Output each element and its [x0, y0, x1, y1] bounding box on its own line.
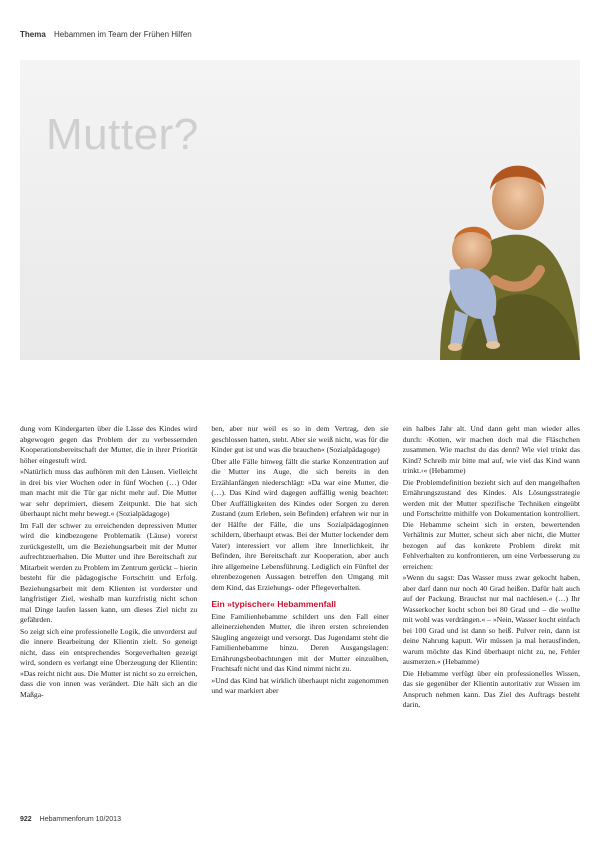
page-number: 922 — [20, 816, 32, 823]
mother-child-figurine — [400, 130, 580, 360]
paragraph: So zeigt sich eine professionelle Logik, die unvorderst auf die innere Bearbeitung der Klientin zielt. So geneigt nicht, dass ein entsprechendes Sorgeverhalten gezeigt wird, sondern es verlangt eine Überzeugung der Klientin: »Das reicht nicht aus. Die Mutter ist nicht so zu erreichen, dass die von innen was verändert. Die hält sich an die Maßga- — [20, 626, 198, 699]
paragraph: Die Problemdefinition bezieht sich auf den mangelhaften Ernährungszustand des Kindes. Als Lösungsstrategie werden mit der Mutter spezifische Techniken eingeübt und Fortschritte mithilfe von Dokumentation kontrolliert. Die Hebamme scheint sich in ersten, bewertenden Verhältnis zur Mutter, scheut sich aber nicht, die Mutter bezogen auf das konkrete Problem direkt mit Fehlverhalten zu konfrontieren, um eine Verbesserung zu erreichen: — [402, 477, 580, 571]
article-title: Mutter? — [46, 110, 199, 159]
section-label: Thema — [20, 30, 46, 39]
column-2 — [211, 424, 388, 822]
section-subhead: Ein »typischer« Hebammenfall — [211, 599, 336, 609]
journal-name: Hebammenforum 10/2013 — [39, 816, 121, 823]
paragraph: Über alle Fälle hinweg fällt die starke Konzentration auf die Mutter ins Auge, die sich bereits in den Erzählanfängen niederschlägt: »Da war eine Mutter, die (…). Das Kind wird dagegen auffällig wenig beachtet: Über Auffälligkeiten des Kindes oder Sorgen zu deren Zustand (zum Erleben, sein Befinden) erfahren wir nur in der Hälfte der Fälle, die uns Sozialpädagoginnen schildern, überhaupt etwas. Bei der Mutter lockender dem Vater) interessiert vor allem ihre Innerlichkeit, ihr Befinden, ihre Bereitschaft zur Kooperation, aber auch ihre allgemeine Lebensführung. Lediglich ein Fünftel der ehrenbezogenen Aussagen betreffen den Umgang mit dem Kind, das Erziehungs- oder Pflegeverhalten. — [211, 456, 389, 592]
paragraph: Im Fall der schwer zu erreichenden depressiven Mutter wird die kindbezogene Problematik (Läuse) vorerst zurückgestellt, um die Beziehungsarbeit mit der Mutter aufrechtzuerhalten. Die Mutter und ihre Bereitschaft zur Mitarbeit werden zu Problem im Zentrum gerückt – hierin besteht für die pädagogische Fortschritt und Erfolg. Beziehungsarbeit mit dem Klienten ist vorderster und langfristiger Ziel, weshalb man kurzfristig nicht schon mal Dinge laufen lassen kann, um dieses Ziel nicht zu gefährden. — [20, 520, 198, 624]
paragraph: »Natürlich muss das aufhören mit den Läusen. Vielleicht in drei bis vier Wochen oder in fünf Wochen (…) Oder man macht mit die Tür gar nicht mehr auf. Die Mutter war sehr deprimiert, diesem Zeitpunkt. Die hat sich überhaupt nicht mehr bewegt.« (Sozialpädagoge) — [20, 467, 198, 518]
paragraph: Die Hebamme verfügt über ein professionelles Wissen, das sie gegenüber der Klientin autoritativ zur Wissen im Anspruch nehmen kann. Das Ziel des Auftrags besteht darin, — [402, 668, 580, 709]
column-1 — [20, 424, 197, 822]
paragraph: ben, aber nur weil es so in dem Vertrag, den sie geschlossen hatten, steht. Aber sie weiß nicht, was für die Kinder gut ist und was die brauchen« (Sozialpädagoge) — [211, 424, 389, 454]
paragraph: dung vom Kindergarten über die Lässe des Kindes wird abgewogen gegen das Problem der zu verbessernden Kooperationsbereitschaft der Mutter, die in ihrer Priorität höher eingestuft wird. — [20, 424, 198, 465]
page-footer — [20, 816, 121, 823]
topic-label: Hebammen im Team der Frühen Hilfen — [54, 30, 192, 39]
hero-image — [20, 60, 580, 360]
paragraph: »Und das Kind hat wirklich überhaupt nicht zugenommen und war markiert aber — [211, 675, 389, 695]
paragraph: »Wenn du sagst: Das Wasser muss zwar gekocht haben, aber darf dann nur noch 40 Grad heißen. Dafür halt auch auf der Packung. Brauchst nur mal nachlesen.« (…) Ihr Wasserkocher kocht schon bei 80 Grad und – die wollte mit wohl was verdrängen.« – »Nein, Wasser kocht einfach bei 100 Grad und ist dann so heiß. Pulver rein, dann ist deine Nahrung kaputt. Wir müssen ja mal herausfinden, warum möchte das Kind überhaupt nicht zu, ne, Fehler ausmerzen.« (Hebamme) — [402, 573, 580, 666]
paragraph: Eine Familienhebamme schildert uns den Fall einer alleinerziehenden Mutter, die ihren ersten schreienden Säugling angezeigt und versorgt. Das Jugendamt steht die Familienhebamme hinzu. Deren Ausgangslagen: Ernährungsbeobachtungen mit der Mutter einzuüben, Fruchtsaft nicht und das Kind nimmt nicht zu. — [211, 611, 389, 673]
paragraph: ein halbes Jahr alt. Und dann geht man wieder alles durch: ›Kotten, wir machen doch mal die Fläschchen zusammen. Wie machst du das denn? Wie viel trinkt das Kind? Schreib mir bitte mal auf, wie viel das Kind wann trinkt.‹« (Hebamme) — [402, 424, 580, 475]
column-3 — [403, 424, 580, 822]
running-header — [20, 30, 192, 39]
article-body — [20, 424, 580, 822]
